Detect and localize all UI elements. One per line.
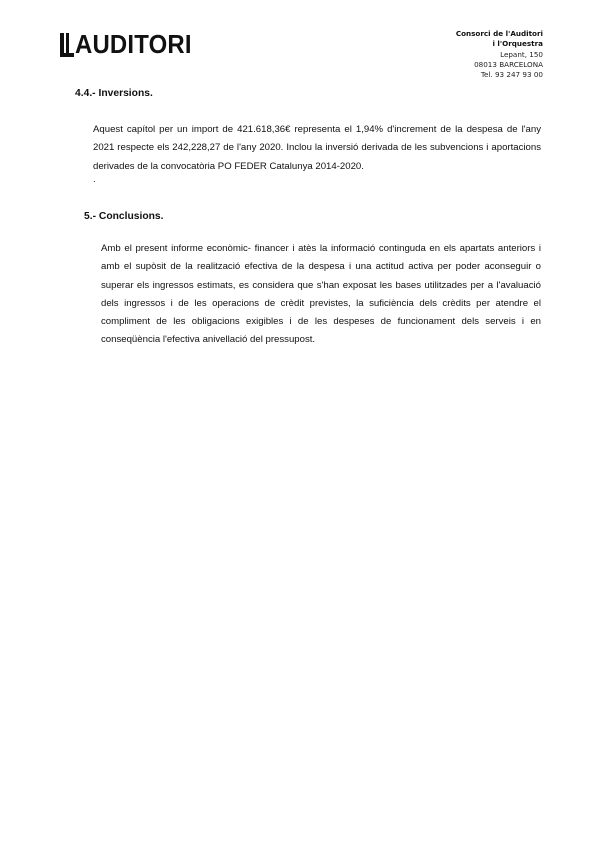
paragraph-conclusions: Amb el present informe econòmic- financer i atès la informació continguda en els apartats anteriors i amb el supòsit de la realització efectiva de la despesa i una actitud activa per poder aconseguir o superar els ingressos estimats, es considera que s'han exposat les bases utilitzades per a l'avaluació dels ingressos i de les operacions de crèdit previstes, la suficiència dels crèdits per atendre el compliment de les obligacions exigibles i de les despeses de funcionament dels serveis i en conseqüència l'efectiva anivellació del pressupost. [101,243,541,346]
logo-text: AUDITORI [75,29,192,59]
org-name-line1: Consorci de l'Auditori [455,29,543,38]
section-heading-conclusions: 5.- Conclusions. [84,211,164,222]
city-postcode: 08013 BARCELONA [474,59,543,69]
paragraph-inversions: Aquest capítol per un import de 421.618,36€ representa el 1,94% d'increment de la despesa de l'any 2021 respecte els 242,228,27 de l'any 2020. Inclou la inversió derivada de les subvencions i aportacions derivades de la convocatòria PO FEDER Catalunya 2014-2020. [93,124,541,172]
street-address: Lepant, 150 [500,49,543,59]
auditori-logo [60,31,202,57]
section-heading-inversions: 4.4.- Inversions. [75,88,153,99]
logo-l-mark [60,33,74,57]
trailing-mark: . [93,174,96,185]
letterhead-address [456,29,543,80]
phone-number: Tel. 93 247 93 00 [480,70,543,80]
org-name-line2: i l'Orquestra [492,39,543,49]
